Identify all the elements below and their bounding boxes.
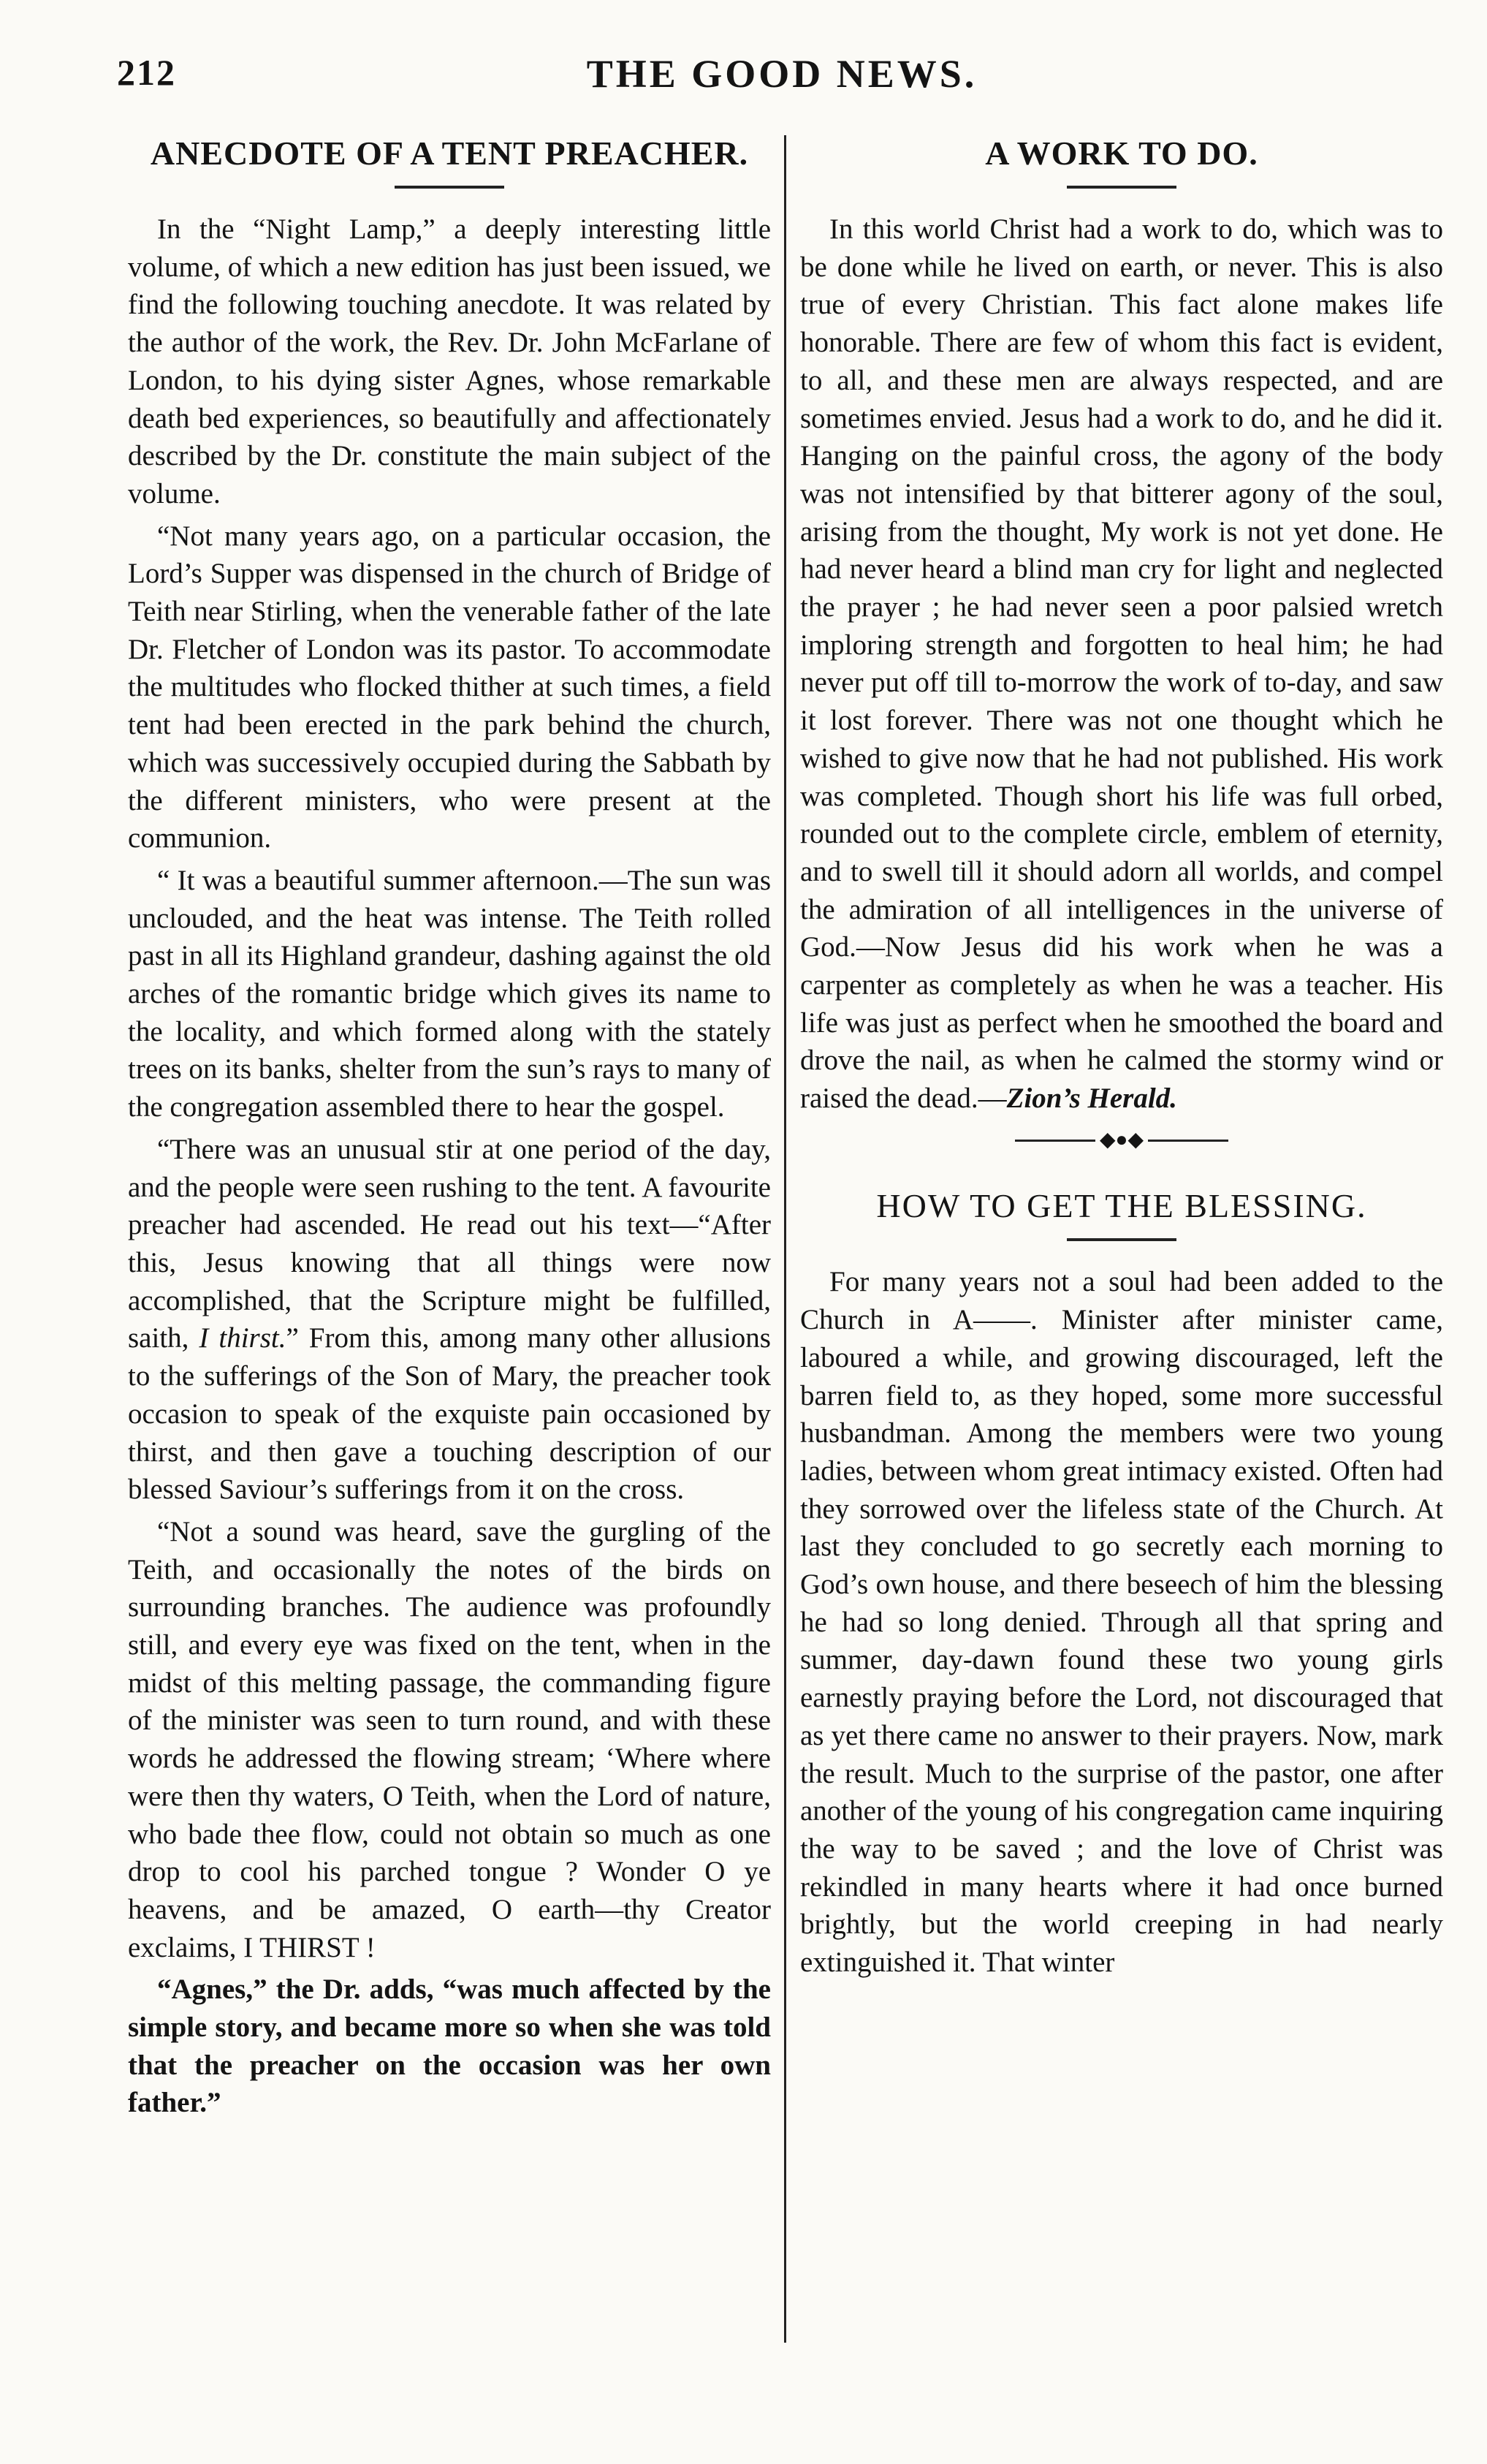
left-column [128,132,771,2126]
article-paragraph: “Not many years ago, on a particular occasion, the Lord’s Supper was dispensed in the church of Bridge of Teith near Stirling, when the venerable father of the late Dr. Fletcher of London was its pastor. To accommodate the multitudes who flocked thither at such times, a field tent had been erected in the park behind the church, which was successively occupied during the Sabbath by the different ministers, who were present at the communion. [128,520,771,854]
headline-rule [1067,1238,1176,1241]
article-paragraph: “Agnes,” the Dr. adds, “was much affected by the simple story, and became more so when she was told that the preacher on the occasion was her own father.” [128,1974,771,2119]
page-number: 212 [117,52,176,93]
section-ornament [800,1125,1443,1156]
paragraph-text: ” From this, among many other allusions to the sufferings of the Son of Mary, the preacher took occasion to speak of the exquiste pain occasioned by thirst, and then gave a touching description of our blessed Saviour’s sufferings from it on the cross. [128,1322,771,1506]
article-paragraph [128,1131,771,1509]
ornament-line [1148,1140,1228,1142]
article-paragraph [800,211,1443,1118]
source-credit: Zion’s Herald. [1006,1083,1177,1115]
headline-rule [395,186,504,189]
paragraph-text: “There was an unusual stir at one period of the day, and the people were seen rushing to the tent. A favourite preacher had ascended. He read out his text—“After this, Jesus knowing that all things were now accomplished, that the Scripture might be fulfilled, saith, [128,1133,771,1354]
article-paragraph: “ It was a beautiful summer afternoon.—The sun was unclouded, and the heat was intense. The Teith rolled past in all its Highland grandeur, dashing against the old arches of the romantic bridge which gives its name to the locality, and which formed along with the stately trees on its banks, shelter from the sun’s rays to many of the congregation assembled there to hear the gospel. [128,864,771,1123]
article-paragraph: For many years not a soul had been added to the Church in A——. Minister after minister came, laboured a while, and growing discouraged, left the barren field to, as they hoped, some more successful husbandman. Among the members were two young ladies, between whom great intimacy existed. Often had they sorrowed over the lifeless state of the Church. At last they concluded to go secretly each morning to God’s own house, and there beseech of him the blessing he had so long denied. Through all that spring and summer, day-dawn found these two young girls earnestly praying before the Lord, not discouraged that as yet there came no answer to their prayers. Now, mark the result. Much to the surprise of the pastor, one after another of the young of his congregation came inquiring the way to be saved ; and the love of Christ was rekindled in many hearts where it had once burned brightly, but the world creeping in had nearly extinguished it. That winter [800,1266,1443,1979]
italic-quote: I thirst. [199,1322,286,1354]
page-header [117,51,1447,117]
right-column [800,132,1443,1986]
article-paragraph: In the “Night Lamp,” a deeply interesting little volume, of which a new edition has just been issued, we find the following touching anecdote. It was related by the author of the work, the Rev. Dr. John McFarlane of London, to his dying sister Agnes, whose remarkable death bed experiences, so beautifully and affectionately described by the Dr. constitute the main subject of the volume. [128,213,771,509]
article-headline-tent-preacher: ANECDOTE OF A TENT PREACHER. [150,134,749,172]
article-paragraph: “Not a sound was heard, save the gurgling of the Teith, and occasionally the notes of the birds on surrounding branches. The audience was profoundly still, and every eye was fixed on the tent, when in the midst of this melting passage, the commanding figure of the minister was seen to turn round, and with these words he addressed the flowing stream; ‘Where where were then thy waters, O Teith, when the Lord of nature, who bade thee flow, could not obtain so much as one drop to cool his parched tongue ? Wonder O ye heavens, and be amazed, O earth—thy Creator exclaims, I THIRST ! [128,1515,771,1963]
column-divider [784,135,786,2343]
running-title: THE GOOD NEWS. [586,52,978,96]
ornament-line [1015,1140,1095,1142]
paragraph-text: In this world Christ had a work to do, which was to be done while he lived on earth, or never. This is also true of every Christian. This fact alone makes life honorable. There are few of whom this fact is evident, to all, and these men are always respected, and are sometimes envied. Jesus had a work to do, and he did it. Hanging on the painful cross, the agony of the body was not intensified by that bitterer agony of the soul, arising from the thought, My work is not yet done. He had never heard a blind man cry for light and neglected the prayer ; he had never seen a poor palsied wretch imploring strength and forgotten to heal him; he had never put off till to-morrow the work of to-day, and saw it lost forever. There was not one thought which he wished to give now that he had not published. His work was completed. Though short his life was full orbed, rounded out to the complete circle, emblem of eternity, and to swell till it should adorn all worlds, and compel the admiration of all intelligences in the universe of God.—Now Jesus did his work when he was a carpenter as completely as when he was a teacher. His life was just as perfect when he smoothed the board and drove the nail, as when he calmed the stormy wind or raised the dead.— [800,213,1443,1115]
headline-rule [1067,186,1176,189]
article-headline-work-to-do: A WORK TO DO. [985,134,1258,172]
ornament-dots: ◆●◆ [1100,1129,1144,1152]
article-headline-blessing: HOW TO GET THE BLESSING. [876,1187,1367,1225]
